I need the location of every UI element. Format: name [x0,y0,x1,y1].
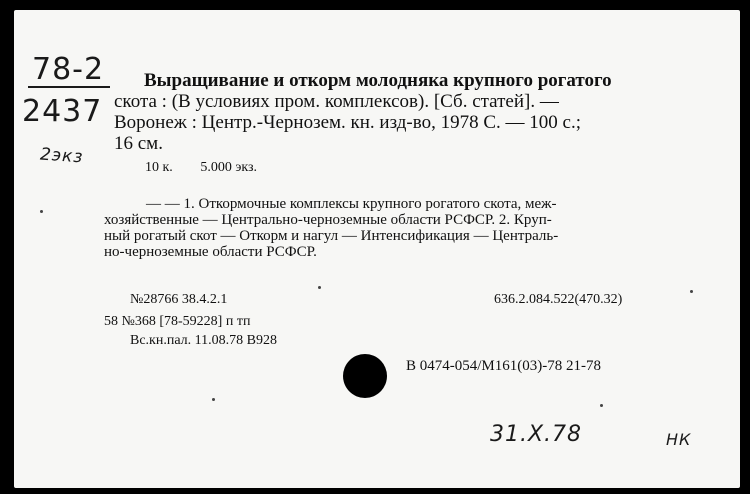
price: 10 к. [145,160,173,175]
inventory-number: 2437 [22,94,103,129]
call-number: 78-2 [32,52,105,87]
speck [212,398,215,401]
speck [690,290,693,293]
dimensions-line: 16 см. [114,133,163,154]
print-run: 5.000 экз. [200,160,257,175]
subject-line-2: хозяйственные — Центрально-черноземные области РСФСР. 2. Круп- [104,212,552,228]
handwritten-date: 31.X.78 [490,422,583,447]
imprint-line: Воронеж : Центр.-Чернозем. кн. изд-во, 1978 С. — 100 с.; [114,112,581,133]
subject-line-3: ный рогатый скот — Откорм и нагул — Интенсификация — Централь- [104,228,559,244]
speck [40,210,43,213]
title-line-2: скота : (В условиях пром. комплексов). [Сб. статей]. — [114,91,559,112]
speck [318,286,321,289]
title-line-1: Выращивание и откорм молодняка крупного рогатого [144,70,612,91]
card-punch-hole [343,354,387,398]
publisher-code: В 0474-054/М161(03)-78 21-78 [406,358,601,374]
price-line [145,160,257,176]
subject-line-4: но-черноземные области РСФСР. [104,244,317,260]
subject-headings [104,196,558,260]
copies-note: 2экз [39,144,85,168]
catalog-number: №28766 38.4.2.1 [130,292,228,307]
book-chamber-date: Вс.кн.пал. 11.08.78 В928 [130,333,277,348]
handwritten-initials: НК [666,430,692,449]
speck [600,404,603,407]
udc-code: 636.2.084.522(470.32) [494,292,623,307]
call-number-underline [28,86,110,88]
order-number: 58 №368 [78-59228] п тп [104,314,251,329]
bibliographic-description [114,70,612,154]
subject-line-1: — — 1. Откормочные комплексы крупного рогатого скота, меж- [146,196,557,212]
